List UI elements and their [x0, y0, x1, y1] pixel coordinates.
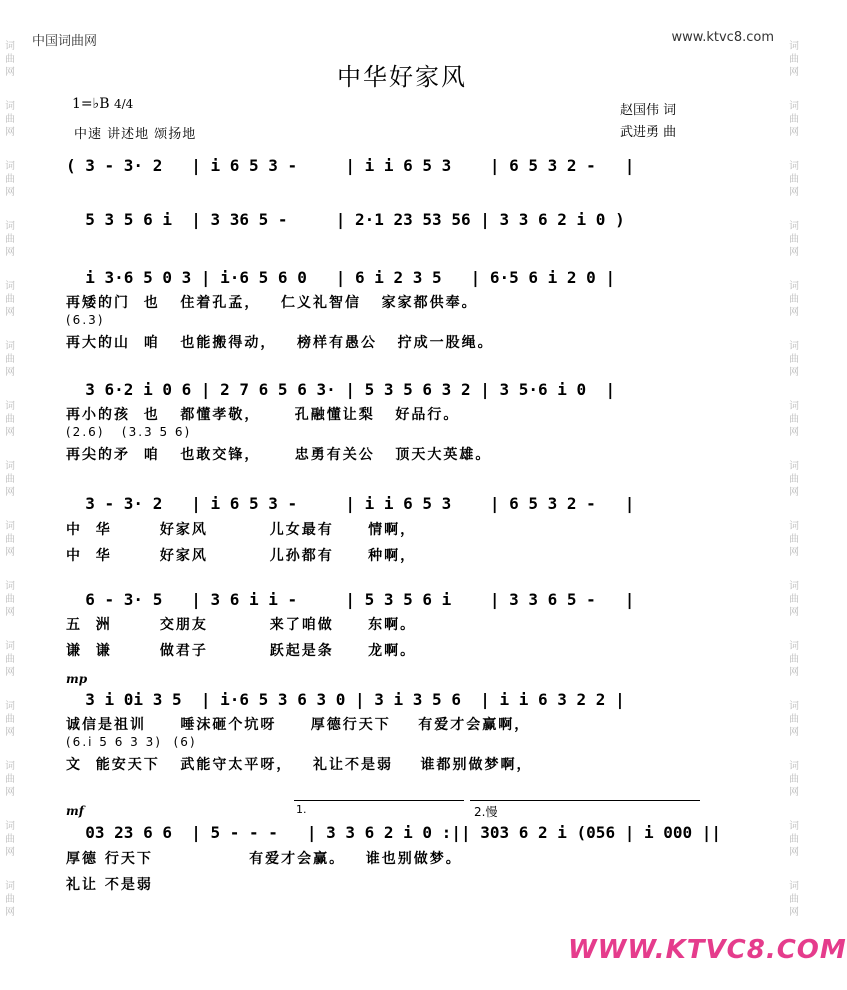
- lyric-line-4b: 再尖的矛 咱 也敢交锋， 忠勇有关公 顶天大英雄。: [66, 447, 492, 463]
- score-line-6: 6 - 3· 5 | 3 6 i i - | 5 3 5 6 i | 3 3 6 5 - |: [66, 590, 635, 609]
- score-line-8: 03 23 6 6 | 5 - - - | 3 3 6 2 i 0 :|| 303 6 2 i (056 | i 000 ||: [66, 823, 722, 842]
- song-title: 中华好家风: [337, 63, 467, 91]
- dynamic-mp: mp: [66, 672, 88, 686]
- lyric-line-4a: 再小的孩 也 都懂孝敬， 孔融懂让梨 好品行。: [66, 407, 460, 423]
- lyric-line-8a: 厚德 行天下 有爱才会赢。 谁也别做梦。: [66, 851, 462, 867]
- site-name-left: 中国词曲网: [32, 34, 98, 49]
- dynamic-mf: mf: [66, 804, 84, 818]
- time-signature: 4/4: [113, 97, 134, 111]
- watermark-logo: WWW.KTVC8.COM: [568, 935, 847, 965]
- lyric-line-4-note: (2.6) (3.3 5 6): [66, 425, 192, 439]
- score-line-2: 5 3 5 6 i | 3 36 5 - | 2·1 23 53 56 | 3 3 6 2 i 0 ): [66, 210, 625, 229]
- first-ending-bracket: [294, 800, 464, 804]
- side-watermark-left: 词曲网 词曲网 词曲网 词曲网 词曲网 词曲网 词曲网 词曲网 词曲网 词曲网 词曲网 词曲网 词曲网 词曲网 词曲网: [2, 40, 18, 940]
- composer: 武进勇 曲: [620, 125, 677, 140]
- second-ending-bracket: [470, 800, 700, 804]
- second-ending-label: 2.慢: [474, 805, 498, 819]
- score-line-1: ( 3 - 3· 2 | i 6 5 3 - | i i 6 5 3 | 6 5 3 2 - |: [66, 156, 635, 175]
- lyric-line-6a: 五 洲 交朋友 来了咱做 东啊。: [66, 617, 417, 633]
- lyric-line-7b: 文 能安天下 武能守太平呀， 礼让不是弱 谁都别做梦啊，: [66, 757, 533, 773]
- key-text: 1=♭B: [72, 96, 110, 112]
- credits: [620, 100, 676, 144]
- lyric-line-5a: 中 华 好家风 儿女最有 情啊，: [66, 522, 417, 538]
- lyric-line-8b: 礼让 不是弱: [66, 877, 153, 893]
- lyric-line-6b: 谦 谦 做君子 跃起是条 龙啊。: [66, 643, 417, 659]
- tempo-marking: 中速 讲述地 颂扬地: [74, 127, 197, 142]
- side-glyphs: 词曲网: [5, 41, 15, 78]
- lyric-line-5b: 中 华 好家风 儿孙都有 种啊，: [66, 548, 417, 564]
- site-url-right: www.ktvc8.com: [671, 30, 774, 45]
- lyric-line-3-note: (6.3): [66, 313, 105, 327]
- key-signature: [72, 96, 133, 112]
- lyric-line-7-note: (6.i 5 6 3 3) (6): [66, 735, 197, 749]
- first-ending-label: 1.: [296, 803, 307, 816]
- lyric-line-7a: 诚信是祖训 唾沫砸个坑呀 厚德行天下 有爱才会赢啊，: [66, 717, 531, 733]
- score-line-3: i 3·6 5 0 3 | i·6 5 6 0 | 6 i 2 3 5 | 6·5 6 i 2 0 |: [66, 268, 616, 287]
- lyric-line-3b: 再大的山 咱 也能搬得动， 榜样有愚公 拧成一股绳。: [66, 335, 494, 351]
- side-watermark-right: 词曲网 词曲网 词曲网 词曲网 词曲网 词曲网 词曲网 词曲网 词曲网 词曲网 词曲网 词曲网 词曲网 词曲网 词曲网: [789, 41, 799, 918]
- lyric-line-3a: 再矮的门 也 住着孔孟， 仁义礼智信 家家都供奉。: [66, 295, 478, 311]
- score-line-7: 3 i 0i 3 5 | i·6 5 3 6 3 0 | 3 i 3 5 6 | i i 6 3 2 2 |: [66, 690, 625, 709]
- score-line-5: 3 - 3· 2 | i 6 5 3 - | i i 6 5 3 | 6 5 3 2 - |: [66, 494, 635, 513]
- score-line-4: 3 6·2 i 0 6 | 2 7 6 5 6 3· | 5 3 5 6 3 2 | 3 5·6 i 0 |: [66, 380, 616, 399]
- lyricist: 赵国伟 词: [620, 103, 677, 118]
